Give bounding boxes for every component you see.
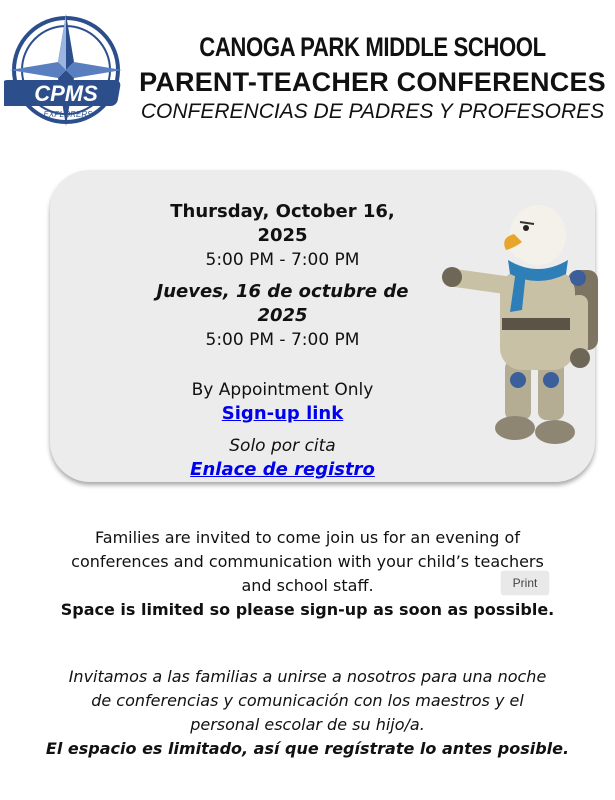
info-en-line: conferences and communication with your child’s teachers <box>71 552 544 571</box>
event-time-en: 5:00 PM - 7:00 PM <box>205 250 360 270</box>
info-es-limited: El espacio es limitado, así que regístrate lo antes posible. <box>45 739 570 758</box>
info-en-limited: Space is limited so please sign-up as soon as possible. <box>60 600 555 619</box>
event-details <box>150 200 415 482</box>
conference-subtitle: CONFERENCIAS DE PADRES Y PROFESORES <box>140 100 605 123</box>
event-date-en: Thursday, October 16, 2025 <box>170 201 395 246</box>
info-es-line: Invitamos a las familias a unirse a nosotros para una noche <box>68 667 547 686</box>
eagle-astronaut-mascot-icon <box>440 200 610 450</box>
logo-text: CPMS <box>34 81 98 106</box>
signup-link-es[interactable]: Enlace de registro <box>190 459 375 480</box>
logo-subtext: EXPLORERS <box>43 110 93 119</box>
cpms-logo-icon <box>4 8 128 132</box>
info-es-line: personal escolar de su hijo/a. <box>190 715 425 734</box>
event-time-es: 5:00 PM - 7:00 PM <box>205 330 360 350</box>
print-button[interactable]: Print <box>501 571 549 595</box>
appointment-note-es: Solo por cita <box>229 436 336 456</box>
conference-title: PARENT-TEACHER CONFERENCES <box>139 67 606 97</box>
header <box>130 30 615 126</box>
event-date-es: Jueves, 16 de octubre de 2025 <box>156 281 409 326</box>
signup-link-en[interactable]: Sign-up link <box>221 403 344 424</box>
school-name: CANOGA PARK MIDDLE SCHOOL <box>199 32 546 62</box>
info-en-line: Families are invited to come join us for an evening of <box>95 528 520 547</box>
info-en-line: and school staff. <box>241 576 374 595</box>
appointment-note-en: By Appointment Only <box>191 380 374 400</box>
info-spanish <box>0 665 615 761</box>
info-es-line: de conferencias y comunicación con los maestros y el <box>91 691 524 710</box>
